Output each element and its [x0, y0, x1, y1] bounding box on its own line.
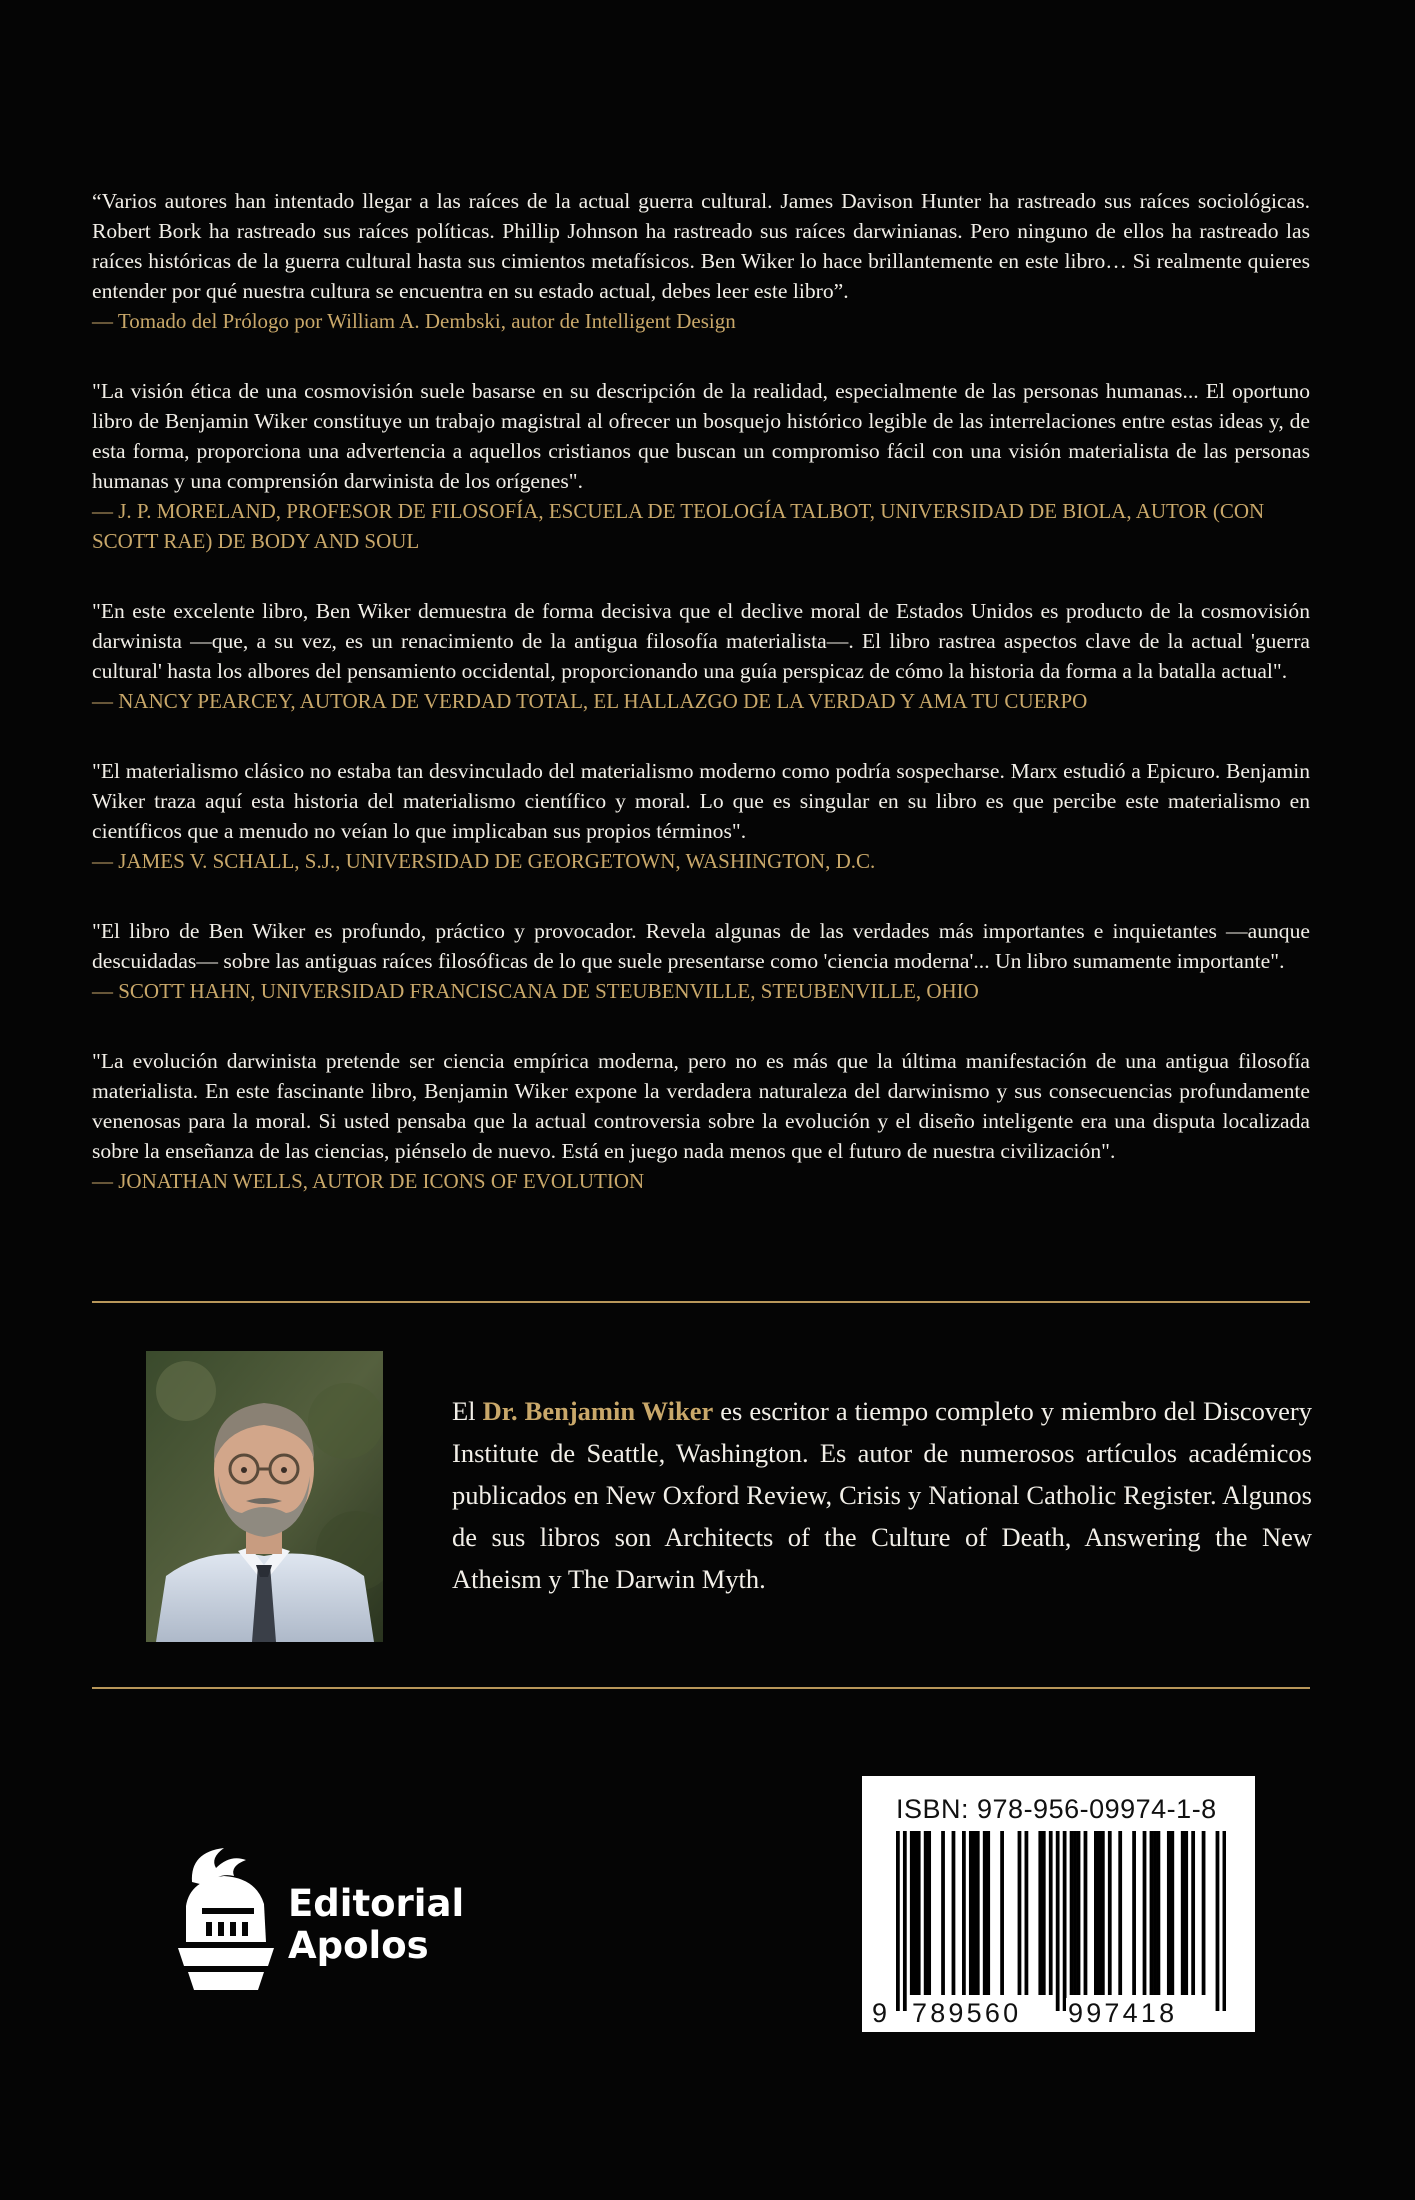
endorsement-attribution: — JAMES V. SCHALL, S.J., UNIVERSIDAD DE GEORGETOWN, WASHINGTON, D.C. — [92, 849, 876, 873]
isbn-barcode-box — [862, 1776, 1255, 2032]
barcode-bar — [952, 1831, 956, 1995]
barcode-bar — [986, 1831, 990, 1995]
endorsement-text: "La visión ética de una cosmovisión suele basarse en su descripción de la realidad, especialmente de las personas humanas... El oportuno libro de Benjamin Wiker constituye un trabajo magistral al ofrecer un bosquejo histórico legible de las interrelaciones entre estas ideas y, de esta forma, proporciona una advertencia a aquellos cristianos que buscan un compromiso fácil con una visión materialista de las personas humanas y una comprensión darwinista de los orígenes". — [92, 379, 1310, 493]
divider-bottom — [92, 1687, 1310, 1689]
barcode-bar — [1070, 1831, 1074, 1995]
barcode-digits-left: 789560 — [912, 1998, 1022, 2028]
barcode-bar — [976, 1831, 980, 1995]
barcode — [896, 1831, 1226, 2011]
barcode-bar — [1000, 1831, 1004, 1995]
author-bio-text: es escritor a tiempo completo y miembro del Discovery Institute de Seattle, Washington. Es autor de numerosos artículos académicos publicados en New Oxford Review, Crisis y National Catholic Register. Algunos de sus libros son Architects of the Culture of Death, Answering the New Atheism y The Darwin Myth. — [452, 1396, 1313, 1594]
barcode-bar — [1108, 1831, 1112, 1995]
publisher-name-line2: Apolos — [288, 1924, 429, 1967]
knight-helmet-icon — [172, 1846, 284, 1996]
author-portrait-illustration — [146, 1351, 383, 1642]
barcode-bar — [972, 1831, 976, 1995]
barcode-bar — [1097, 1831, 1101, 1995]
endorsement-text: "La evolución darwinista pretende ser ciencia empírica moderna, pero no es más que la última manifestación de una antigua filosofía materialista. En este fascinante libro, Benjamin Wiker expone la verdadera naturaleza del darwinismo y sus consecuencias profundamente venenosas para la moral. Si usted pensaba que la actual controversia sobre la evolución y el diseño inteligente era una disputa localizada sobre la enseñanza de las ciencias, piénselo de nuevo. Está en juego nada menos que el futuro de nuestra civilización". — [92, 1049, 1310, 1163]
barcode-bar — [983, 1831, 987, 1995]
barcode-bar — [910, 1831, 914, 1995]
barcode-bar — [1150, 1831, 1154, 1995]
endorsement-attribution: — J. P. MORELAND, PROFESOR DE FILOSOFÍA, ESCUELA DE TEOLOGÍA TALBOT, UNIVERSIDAD DE BIOLA, AUTOR (CON SCOTT RAE) DE BODY AND SOUL — [92, 499, 1265, 553]
endorsement-text: “Varios autores han intentado llegar a las raíces de la actual guerra cultural. James Davison Hunter ha rastreado sus raíces sociológicas. Robert Bork ha rastreado sus raíces políticas. Phillip Johnson ha rastreado sus raíces darwinianas. Pero ninguno de ellos ha rastreado las raíces históricas de la guerra cultural hasta sus cimientos metafísicos. Ben Wiker lo hace brillantemente en este libro… Si realmente quieres entender por qué nuestra cultura se encuentra en su estado actual, debes leer este libro”. — [92, 189, 1310, 303]
divider-top — [92, 1301, 1310, 1303]
isbn-label: ISBN: 978-956-09974-1-8 — [896, 1794, 1217, 1824]
author-name: Dr. Benjamin Wiker — [482, 1396, 714, 1426]
barcode-bar — [1216, 1831, 1220, 2011]
endorsement — [92, 186, 1310, 336]
barcode-bar — [903, 1831, 907, 2011]
barcode-bar — [941, 1831, 945, 1995]
endorsement — [92, 756, 1310, 876]
barcode-bar — [1042, 1831, 1046, 1995]
barcode-bar — [1049, 1831, 1053, 1995]
barcode-digit-first: 9 — [872, 1998, 888, 2028]
barcode-bar — [1167, 1831, 1171, 1995]
author-bio — [452, 1390, 1312, 1600]
barcode-bar — [1077, 1831, 1081, 1995]
barcode-bar — [913, 1831, 917, 1995]
publisher-logo — [172, 1846, 492, 1996]
barcode-digits-right: 997418 — [1068, 1998, 1178, 2028]
barcode-bar — [1170, 1831, 1174, 1995]
barcode-bar — [1118, 1831, 1122, 1995]
endorsement-attribution: — JONATHAN WELLS, AUTOR DE ICONS OF EVOLUTION — [92, 1169, 645, 1193]
endorsement-attribution: — Tomado del Prólogo por William A. Dembski, autor de Intelligent Design — [92, 309, 736, 333]
endorsement-text: "El libro de Ben Wiker es profundo, práctico y provocador. Revela algunas de las verdades más importantes e inquietantes —aunque descuidadas— sobre las antiguas raíces filosóficas de lo que suele presentarse como 'ciencia moderna'... Un libro sumamente importante". — [92, 919, 1310, 973]
author-bio-prefix: El — [452, 1396, 476, 1426]
barcode-bar — [896, 1831, 900, 2011]
barcode-bar — [1143, 1831, 1147, 1995]
endorsement-text: "En este excelente libro, Ben Wiker demuestra de forma decisiva que el declive moral de Estados Unidos es producto de la cosmovisión darwinista —que, a su vez, es un renacimiento de la antigua filosofía materialista—. El libro rastrea aspectos clave de la actual 'guerra cultural' hasta los albores del pensamiento occidental, proporcionando una guía perspicaz de cómo la historia da forma a la batalla actual". — [92, 599, 1310, 683]
barcode-bar — [1084, 1831, 1088, 1995]
barcode-bar — [1038, 1831, 1042, 1995]
barcode-bar — [1094, 1831, 1098, 1995]
endorsement — [92, 376, 1310, 556]
endorsements-section — [92, 186, 1310, 1236]
endorsement-attribution: — NANCY PEARCEY, AUTORA DE VERDAD TOTAL, EL HALLAZGO DE LA VERDAD Y AMA TU CUERPO — [92, 689, 1088, 713]
barcode-bar — [1018, 1831, 1022, 1995]
barcode-bar — [1184, 1831, 1188, 1995]
barcode-bar — [1181, 1831, 1185, 1995]
barcode-bar — [962, 1831, 966, 1995]
barcode-bar — [1073, 1831, 1077, 1995]
barcode-bar — [1056, 1831, 1060, 2011]
barcode-bar — [1025, 1831, 1029, 1995]
barcode-bar — [1101, 1831, 1105, 1995]
barcode-bar — [1063, 1831, 1067, 2011]
endorsement — [92, 596, 1310, 716]
endorsement — [92, 916, 1310, 1006]
barcode-bar — [917, 1831, 921, 1995]
barcode-bar — [1157, 1831, 1161, 1995]
publisher-name-line1: Editorial — [288, 1882, 465, 1925]
barcode-bar — [927, 1831, 931, 1995]
barcode-bar — [1153, 1831, 1157, 1995]
barcode-bar — [1191, 1831, 1195, 1995]
barcode-bar — [1132, 1831, 1136, 1995]
endorsement-text: "El materialismo clásico no estaba tan desvinculado del materialismo moderno como podría sospecharse. Marx estudió a Epicuro. Benjamin Wiker traza aquí esta historia del materialismo científico y moral. Lo que es singular en su libro es que percibe este materialismo en científicos que a menudo no veían lo que implicaban sus propios términos". — [92, 759, 1310, 843]
author-photo — [146, 1351, 383, 1642]
endorsement — [92, 1046, 1310, 1196]
barcode-bar — [969, 1831, 973, 1995]
barcode-bar — [1202, 1831, 1206, 1995]
barcode-bar — [924, 1831, 928, 1995]
barcode-bar — [1223, 1831, 1226, 2011]
endorsement-attribution: — SCOTT HAHN, UNIVERSIDAD FRANCISCANA DE STEUBENVILLE, STEUBENVILLE, OHIO — [92, 979, 979, 1003]
